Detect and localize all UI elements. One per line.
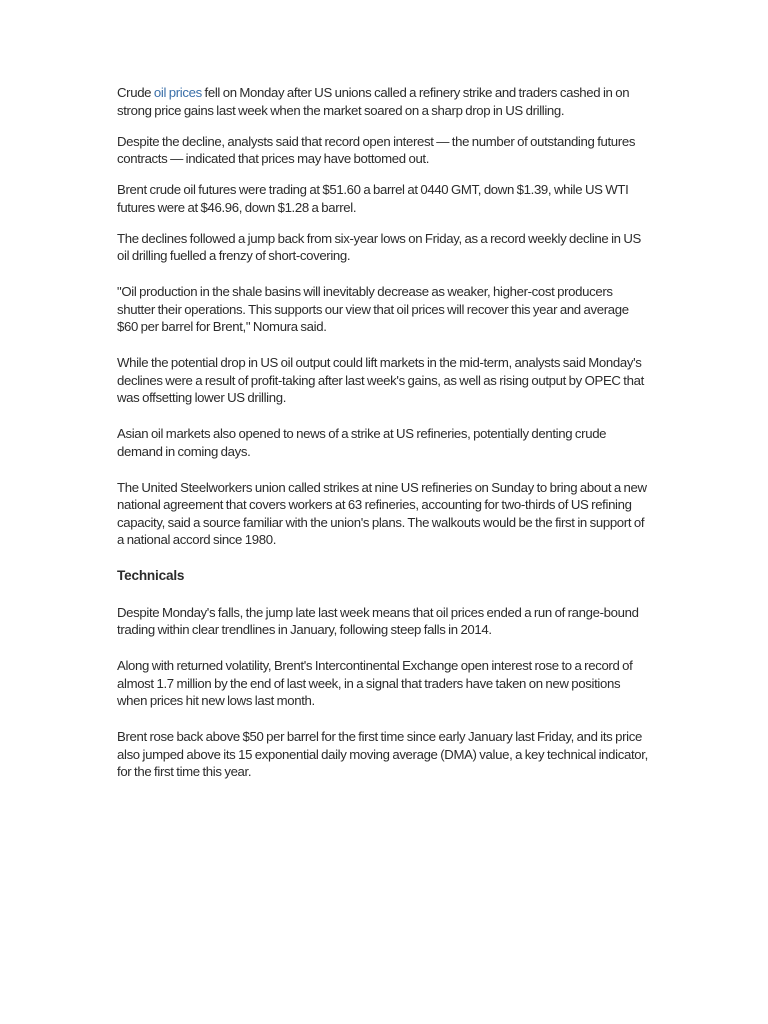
oil-prices-link[interactable]: oil prices bbox=[153, 85, 202, 100]
paragraph-8: The United Steelworkers union called strikes at nine US refineries on Sunday to bring about a new national agreement that covers workers at 63 refineries, accounting for two-thirds of US refining capacity, said a source familiar with the union's plans. The walkouts would be the first in support of a national accord since 1980. bbox=[117, 479, 647, 547]
paragraph-7: Asian oil markets also opened to news of a strike at US refineries, potentially denting crude demand in coming days. bbox=[117, 426, 607, 459]
paragraph-2: Despite the decline, analysts said that record open interest — the number of outstanding futures contracts — indicated that prices may have bottomed out. bbox=[117, 133, 636, 166]
paragraph-3: Brent crude oil futures were trading at $51.60 a barrel at 0440 GMT, down $1.39, while US WTI futures were at $46.96, down $1.28 a barrel. bbox=[117, 182, 629, 215]
article-body bbox=[117, 84, 652, 781]
paragraph-11: Brent rose back above $50 per barrel for the first time since early January last Friday, and its price also jumped above its 15 exponential daily moving average (DMA) value, a key technical indicator, for the first time this year. bbox=[117, 729, 648, 779]
paragraph-5: "Oil production in the shale basins will inevitably decrease as weaker, higher-cost producers shutter their operations. This supports our view that oil prices will recover this year and average $60 per barrel for Brent," Nomura said. bbox=[117, 284, 629, 334]
paragraph-4: The declines followed a jump back from six-year lows on Friday, as a record weekly decline in US oil drilling fuelled a frenzy of short-covering. bbox=[117, 230, 641, 263]
paragraph-9: Despite Monday's falls, the jump late last week means that oil prices ended a run of range-bound trading within clear trendlines in January, following steep falls in 2014. bbox=[117, 604, 639, 637]
paragraph-1-rest: fell on Monday after US unions called a refinery strike and traders cashed in on strong price gains last week when the market soared on a sharp drop in US drilling. bbox=[117, 85, 630, 118]
paragraph-1-lead: Crude bbox=[117, 85, 154, 100]
paragraph-6: While the potential drop in US oil output could lift markets in the mid-term, analysts said Monday's declines were a result of profit-taking after last week's gains, as well as rising output by OPEC that was offsetting lower US drilling. bbox=[117, 355, 644, 405]
paragraph-1 bbox=[117, 84, 652, 119]
section-heading-technicals: Technicals bbox=[117, 568, 185, 583]
paragraph-10: Along with returned volatility, Brent's Intercontinental Exchange open interest rose to a record of almost 1.7 million by the end of last week, in a signal that traders have taken on new positions when prices hit new lows last month. bbox=[117, 658, 633, 708]
